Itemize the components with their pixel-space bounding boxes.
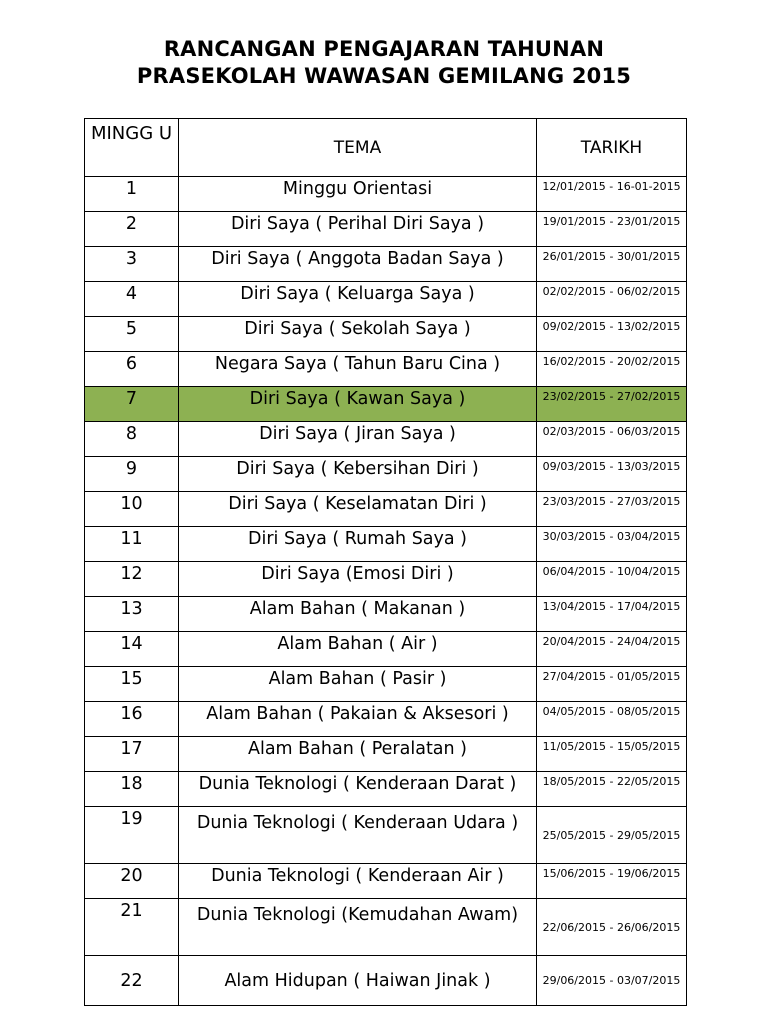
cell-tarikh: 09/03/2015 - 13/03/2015 [537, 457, 687, 492]
cell-tarikh: 15/06/2015 - 19/06/2015 [537, 864, 687, 899]
table-row [85, 807, 687, 864]
table-row [85, 899, 687, 956]
cell-tema: Minggu Orientasi [179, 177, 537, 212]
cell-minggu: 17 [85, 737, 179, 772]
cell-tema: Diri Saya (Emosi Diri ) [179, 562, 537, 597]
cell-tema: Negara Saya ( Tahun Baru Cina ) [179, 352, 537, 387]
cell-tema: Alam Bahan ( Pakaian & Aksesori ) [179, 702, 537, 737]
header-tema: TEMA [179, 119, 537, 177]
table-row [85, 492, 687, 527]
cell-minggu: 13 [85, 597, 179, 632]
table-row [85, 527, 687, 562]
table-row [85, 772, 687, 807]
cell-minggu: 6 [85, 352, 179, 387]
table-row [85, 562, 687, 597]
cell-minggu: 4 [85, 282, 179, 317]
table-body [85, 177, 687, 1006]
table-row [85, 864, 687, 899]
table-row [85, 352, 687, 387]
cell-tarikh: 30/03/2015 - 03/04/2015 [537, 527, 687, 562]
cell-minggu: 19 [85, 807, 179, 864]
cell-tarikh: 02/02/2015 - 06/02/2015 [537, 282, 687, 317]
cell-tarikh: 20/04/2015 - 24/04/2015 [537, 632, 687, 667]
table-row [85, 737, 687, 772]
cell-minggu: 14 [85, 632, 179, 667]
cell-tarikh: 25/05/2015 - 29/05/2015 [537, 807, 687, 864]
cell-minggu: 18 [85, 772, 179, 807]
cell-tema: Dunia Teknologi ( Kenderaan Udara ) [179, 807, 537, 864]
cell-tarikh: 18/05/2015 - 22/05/2015 [537, 772, 687, 807]
cell-tarikh: 26/01/2015 - 30/01/2015 [537, 247, 687, 282]
cell-minggu: 5 [85, 317, 179, 352]
document-title-line2: PRASEKOLAH WAWASAN GEMILANG 2015 [136, 64, 632, 88]
cell-tema: Diri Saya ( Rumah Saya ) [179, 527, 537, 562]
table-row [85, 212, 687, 247]
table-row [85, 597, 687, 632]
cell-tema: Alam Bahan ( Air ) [179, 632, 537, 667]
table-row [85, 667, 687, 702]
cell-tema: Alam Bahan ( Peralatan ) [179, 737, 537, 772]
cell-minggu: 3 [85, 247, 179, 282]
cell-tema: Diri Saya ( Keselamatan Diri ) [179, 492, 537, 527]
document-title-line1: RANCANGAN PENGAJARAN TAHUNAN [163, 37, 605, 61]
cell-minggu: 9 [85, 457, 179, 492]
cell-tema: Dunia Teknologi (Kemudahan Awam) [179, 899, 537, 956]
header-tarikh: TARIKH [537, 119, 687, 177]
cell-tarikh: 23/03/2015 - 27/03/2015 [537, 492, 687, 527]
table-row [85, 702, 687, 737]
cell-minggu: 12 [85, 562, 179, 597]
cell-tarikh: 04/05/2015 - 08/05/2015 [537, 702, 687, 737]
table-row [85, 632, 687, 667]
cell-minggu: 21 [85, 899, 179, 956]
cell-tema: Dunia Teknologi ( Kenderaan Darat ) [179, 772, 537, 807]
header-minggu: MINGG U [85, 119, 179, 177]
cell-tarikh: 29/06/2015 - 03/07/2015 [537, 956, 687, 1006]
table-row [85, 422, 687, 457]
table-row [85, 282, 687, 317]
cell-tarikh: 27/04/2015 - 01/05/2015 [537, 667, 687, 702]
cell-minggu: 22 [85, 956, 179, 1006]
cell-tarikh: 16/02/2015 - 20/02/2015 [537, 352, 687, 387]
cell-tema: Diri Saya ( Sekolah Saya ) [179, 317, 537, 352]
cell-tema: Alam Bahan ( Pasir ) [179, 667, 537, 702]
schedule-table [84, 118, 687, 1006]
cell-tema: Diri Saya ( Anggota Badan Saya ) [179, 247, 537, 282]
table-row-highlighted [85, 387, 687, 422]
table-row [85, 177, 687, 212]
cell-minggu: 8 [85, 422, 179, 457]
cell-minggu: 11 [85, 527, 179, 562]
cell-tarikh: 09/02/2015 - 13/02/2015 [537, 317, 687, 352]
cell-tema: Alam Bahan ( Makanan ) [179, 597, 537, 632]
cell-tarikh: 19/01/2015 - 23/01/2015 [537, 212, 687, 247]
cell-minggu: 10 [85, 492, 179, 527]
cell-minggu: 7 [85, 387, 179, 422]
cell-minggu: 2 [85, 212, 179, 247]
cell-minggu: 1 [85, 177, 179, 212]
cell-tarikh: 13/04/2015 - 17/04/2015 [537, 597, 687, 632]
cell-tarikh: 12/01/2015 - 16-01-2015 [537, 177, 687, 212]
cell-tarikh: 22/06/2015 - 26/06/2015 [537, 899, 687, 956]
cell-tarikh: 23/02/2015 - 27/02/2015 [537, 387, 687, 422]
cell-minggu: 20 [85, 864, 179, 899]
cell-tarikh: 02/03/2015 - 06/03/2015 [537, 422, 687, 457]
cell-tarikh: 06/04/2015 - 10/04/2015 [537, 562, 687, 597]
cell-tema: Diri Saya ( Keluarga Saya ) [179, 282, 537, 317]
cell-minggu: 15 [85, 667, 179, 702]
cell-tarikh: 11/05/2015 - 15/05/2015 [537, 737, 687, 772]
cell-minggu: 16 [85, 702, 179, 737]
cell-tema: Dunia Teknologi ( Kenderaan Air ) [179, 864, 537, 899]
table-row [85, 457, 687, 492]
table-row [85, 247, 687, 282]
table-row [85, 317, 687, 352]
cell-tema: Diri Saya ( Perihal Diri Saya ) [179, 212, 537, 247]
table-header-row [85, 119, 687, 177]
cell-tema: Alam Hidupan ( Haiwan Jinak ) [179, 956, 537, 1006]
cell-tema: Diri Saya ( Kebersihan Diri ) [179, 457, 537, 492]
table-row [85, 956, 687, 1006]
cell-tema: Diri Saya ( Kawan Saya ) [179, 387, 537, 422]
cell-tema: Diri Saya ( Jiran Saya ) [179, 422, 537, 457]
